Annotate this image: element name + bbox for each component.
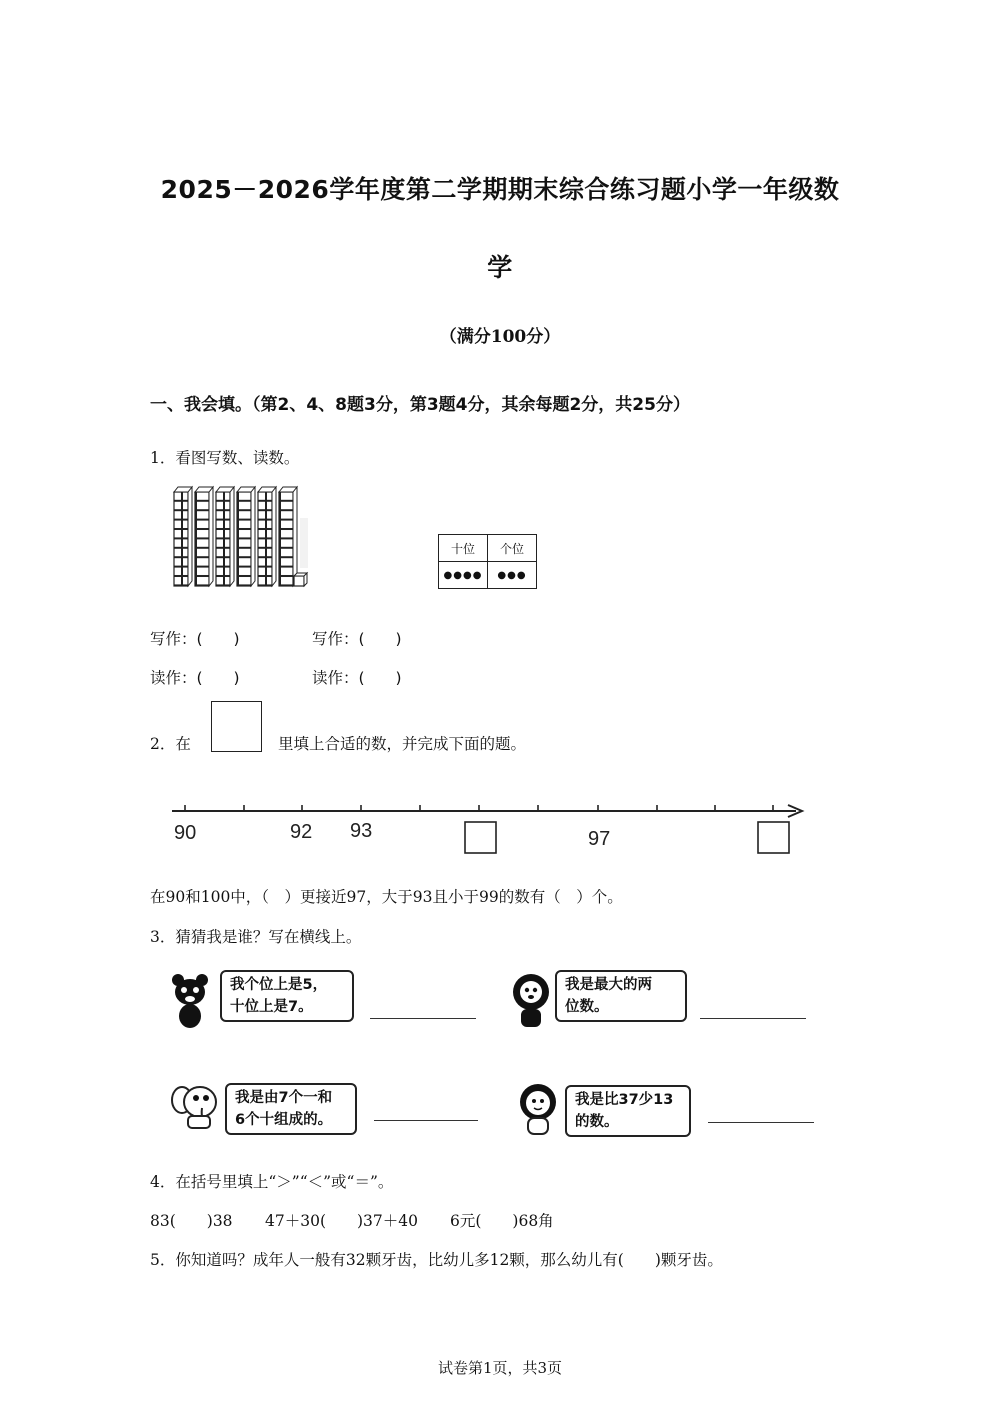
ten-rod <box>174 487 192 586</box>
ten-rod <box>195 487 213 586</box>
bubble-line: 6个十组成的。 <box>235 1112 333 1128</box>
tick-label-97: 97 <box>588 828 611 850</box>
compare-item-1: 83( )38 <box>150 1212 233 1230</box>
answer-blank[interactable] <box>370 1018 476 1019</box>
q1-read-right: 读作：( ) <box>312 669 402 687</box>
answer-box-sample <box>211 701 262 752</box>
bubble-line: 我个位上是5， <box>230 977 328 993</box>
q3-prompt: 3．猜猜我是谁？写在横线上。 <box>150 928 362 946</box>
exam-title-line1: 2025－2026学年度第二学期期末综合练习题小学一年级数 <box>160 175 840 204</box>
q5-text: 5．你知道吗？成年人一般有32颗牙齿，比幼儿多12颗，那么幼儿有( )颗牙齿。 <box>150 1251 723 1269</box>
counting-cubes-figure <box>168 482 318 594</box>
ten-rod <box>237 487 255 586</box>
bubble-line: 十位上是7。 <box>230 999 313 1015</box>
bubble-line: 位数。 <box>565 999 609 1015</box>
answer-blank[interactable] <box>374 1120 478 1121</box>
exam-title-line2: 学 <box>487 253 513 282</box>
number-line <box>160 796 810 862</box>
answer-blank[interactable] <box>708 1122 814 1123</box>
bubble-line: 我是最大的两 <box>565 977 652 993</box>
answer-box-100[interactable] <box>758 822 789 853</box>
q4-prompt: 4．在括号里填上“＞”“＜”或“＝”。 <box>150 1173 394 1191</box>
q1-write-right: 写作：( ) <box>312 630 402 648</box>
q2-question: 在90和100中，（ ）更接近97，大于93且小于99的数有（ ）个。 <box>150 888 623 906</box>
q1-read-left: 读作：( ) <box>150 669 240 687</box>
ten-rod <box>258 487 276 586</box>
q2-suffix: 里填上合适的数，并完成下面的题。 <box>278 735 527 753</box>
answer-box-95[interactable] <box>465 822 496 853</box>
unit-cube <box>294 573 307 586</box>
tick-label-92: 92 <box>290 821 313 843</box>
q1-prompt: 1．看图写数、读数。 <box>150 449 300 467</box>
ones-header: 个位 <box>488 535 537 562</box>
q1-write-left: 写作：( ) <box>150 630 240 648</box>
compare-item-2: 47＋30( )37＋40 <box>265 1212 418 1230</box>
ten-rod <box>279 487 297 586</box>
bubble-line: 的数。 <box>575 1114 619 1130</box>
answer-blank[interactable] <box>700 1018 806 1019</box>
lion-icon <box>508 972 554 1030</box>
ones-beads: ●●● <box>488 562 537 589</box>
ten-rod <box>216 487 234 586</box>
bubble-line: 我是由7个一和 <box>235 1090 333 1106</box>
elephant-icon <box>168 1080 224 1130</box>
tick-label-93: 93 <box>350 820 373 842</box>
bubble-line: 我是比37少13 <box>575 1092 674 1108</box>
q2-prefix: 2．在 <box>150 735 191 753</box>
speech-bubble <box>565 1085 691 1137</box>
full-score: （满分100分） <box>439 327 561 347</box>
lion-cub-icon <box>514 1082 564 1136</box>
bear-icon <box>168 972 212 1030</box>
tens-beads: ●●●● <box>439 562 488 589</box>
tick-label-90: 90 <box>174 822 197 844</box>
section-heading: 一、我会填。（第2、4、8题3分，第3题4分，其余每题2分，共25分） <box>150 395 690 415</box>
speech-bubble <box>220 970 354 1022</box>
speech-bubble <box>225 1083 357 1135</box>
place-value-chart <box>438 534 537 589</box>
compare-item-3: 6元( )68角 <box>450 1212 554 1230</box>
speech-bubble <box>555 970 687 1022</box>
tens-header: 十位 <box>439 535 488 562</box>
page-footer: 试卷第1页，共3页 <box>437 1359 563 1377</box>
